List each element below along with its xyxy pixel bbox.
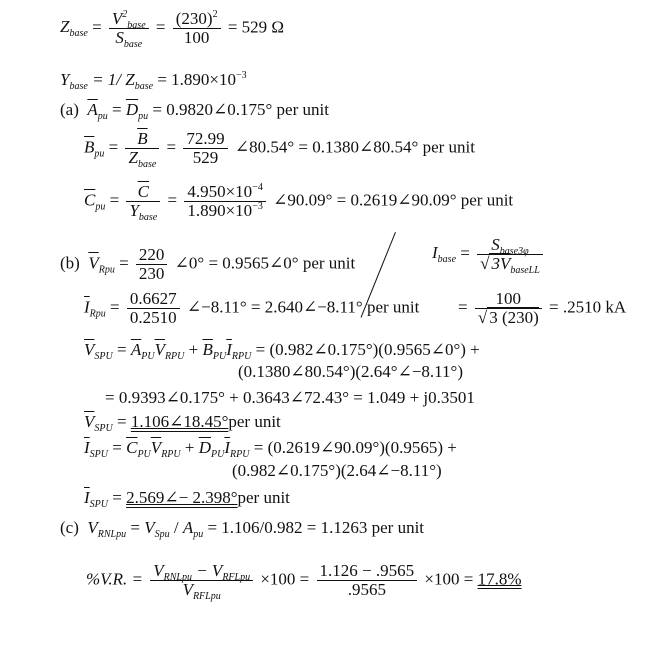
part-b-vr-equation: (b) $\overline{V}_{Rpu}$ = $\frac{220}{230}$ ∠0° = 0.9565∠0° per unit (60, 245, 356, 283)
part-b-ir-equation: $\overline{I}_{Rpu}$ = $\frac{0.6627}{0.2510}$ ∠−8.11° = 2.640∠−8.11° per unit (84, 289, 420, 327)
vs-result: $\overline{V}_{SPU}$ = 1.106∠18.45°per unit (84, 412, 281, 434)
voltage-regulation-equation: %V.R. = $\frac{V_{RNLpu} - V_{RFLpu}}{V_{RFLpu}}$ ×100 = $\frac{1.126 - .9565}{.9565}$ ×100 = 17.8% (86, 561, 522, 602)
v-squared-over-s-fraction: $\frac{V^2_{base}}{S_{base}}$ (109, 10, 149, 47)
part-a-equation-c: $\overline{C}_{pu}$ = $\frac{\overline{C}}{Y_{base}}$ = $\frac{4.950\times 10^{-4}}{1.890\times 10^{-3}}$ ∠90.09° = 0.2619∠90.09° per unit (84, 182, 514, 223)
is-equation-line-1: $\overline{I}_{SPU} = \overline{C}_{PU}\overline{V}_{RPU} + \overline{D}_{PU}\overline{I}_{RPU}$ = (0.2619∠90.09°)(0.9565) + (84, 438, 457, 460)
i-base-equation: $I_{base}$ = $\frac{S_{base3\varphi}}{√ 3V_{baseLL}}$ (432, 236, 546, 273)
part-c-equation-1: (c) $V_{RNLpu} = V_{Spu} / A_{pu} = 1.106/0.982 = 1.1263$ per unit (60, 518, 425, 540)
is-equation-line-2: (0.982∠0.175°)(2.64∠−8.11°) (232, 461, 442, 480)
z-base-symbol: $Z_{base}$ (60, 17, 88, 40)
vs-equation-line-3: = 0.9393∠0.175° + 0.3643∠72.43° = 1.049 + j0.3501 (105, 388, 475, 407)
part-a-equation-b: $\overline{B}_{pu}$ = $\frac{\overline{B}}{Z_{base}}$ = $\frac{72.99}{529}$ ∠80.54° = 0.1380∠80.54° per unit (84, 129, 475, 170)
is-result: $\overline{I}_{SPU}$ = 2.569∠− 2.398°per unit (84, 488, 290, 510)
y-base-equation: $Y_{base} = 1/$ $Z_{base} = 1.890\times 10^{-3}$ (60, 70, 247, 92)
numeric-fraction: $\frac{(230)^2}{100}$ (173, 10, 221, 47)
vs-equation-line-2: (0.1380∠80.54°)(2.64°∠−8.11°) (238, 362, 463, 381)
i-base-value: = $\frac{100}{√ 3 (230)}$ = .2510 kA (458, 289, 627, 327)
part-a-equation-1: (a) $\overline{A}_{pu} = \overline{D}_{pu}$ = 0.9820∠0.175° per unit (60, 100, 329, 122)
z-base-equation: $Z_{base}$ = $\frac{V^2_{base}}{S_{base}}$ = $\frac{(230)^2}{100}$ = 529 Ω (60, 9, 285, 50)
vs-equation-line-1: $\overline{V}_{SPU} = \overline{A}_{PU}\overline{V}_{RPU} + \overline{B}_{PU}\overline{I}_{RPU}$ = (0.982∠0.175°)(0.9565∠0°) + (84, 340, 480, 362)
